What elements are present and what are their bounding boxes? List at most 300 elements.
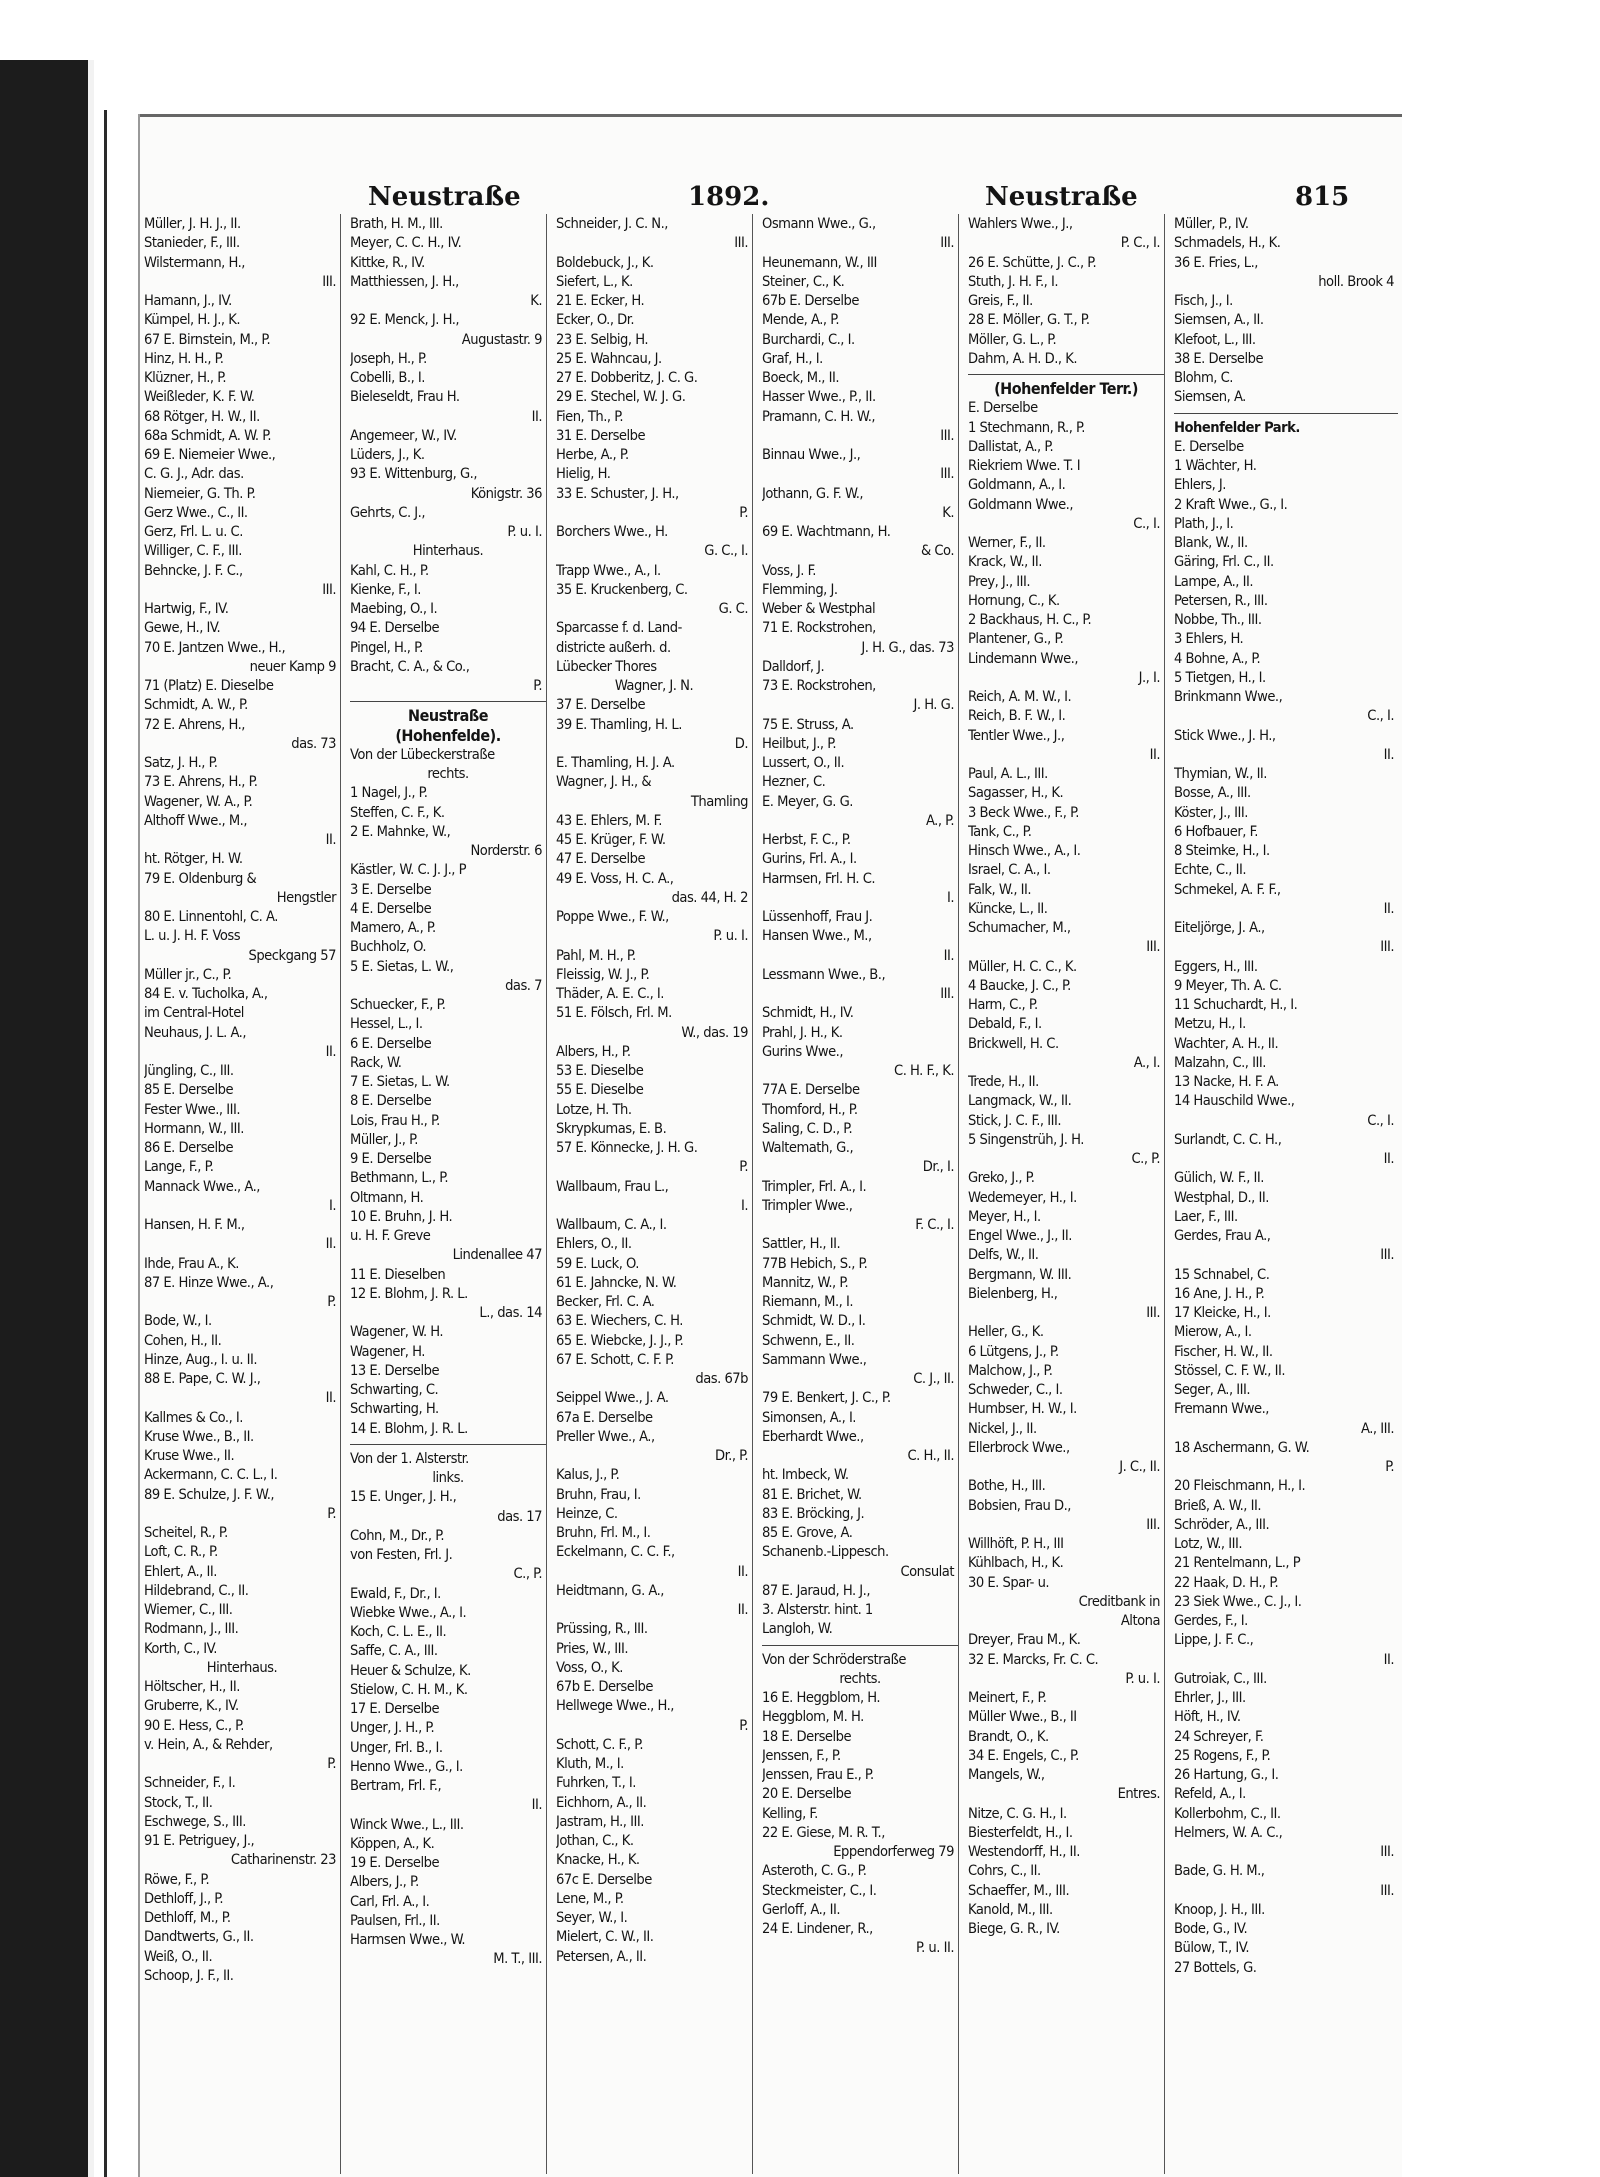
directory-entry: 73 E. Rockstrohen, [762,677,876,694]
directory-entry: Jastram, H., III. [556,1812,644,1830]
directory-entry: I. [740,1196,748,1214]
directory-entry: Petersen, A., II. [556,1947,647,1965]
directory-entry: Weber & Westphal [762,600,876,617]
directory-entry: C., P. [1131,1150,1160,1167]
directory-entry: Wallbaum, Frau L., [556,1177,669,1195]
directory-entry: 11 E. Dieselben [350,1265,446,1283]
directory-entry: Greis, F., II. [968,292,1033,309]
directory-entry: C., I. [1367,707,1394,725]
directory-entry: Stanieder, F., III. [144,234,240,252]
directory-entry: 79 E. Benkert, J. C., P. [762,1389,891,1407]
directory-entry: Hinze, Aug., I. u. II. [144,1350,258,1368]
directory-entry: Cobelli, B., I. [350,369,425,386]
directory-entry: 24 Schreyer, F. [1174,1727,1264,1745]
directory-entry: Pramann, C. H. W., [762,407,876,425]
directory-entry: 25 Rogens, F., P. [1174,1746,1271,1764]
directory-entry: 72 E. Ahrens, H., [144,715,245,733]
directory-entry: Graf, H., I. [762,349,823,367]
directory-entry: 69 E. Niemeier Wwe., [144,446,276,463]
directory-entry: Riekriem Wwe. T. I [968,457,1081,474]
directory-entry: Waltemath, G., [762,1139,854,1156]
directory-entry: C., I. [1367,1111,1394,1129]
directory-entry: Lindenallee 47 [452,1246,542,1264]
directory-entry: P. C., I. [1120,234,1160,252]
directory-entry: 9 Meyer, Th. A. C. [1174,976,1282,994]
section-heading: Hohenfelder Park. [1174,413,1398,437]
directory-entry: 9 E. Derselbe [350,1150,432,1167]
directory-entry: 89 E. Schulze, J. F. W., [144,1485,275,1503]
directory-entry: Lüssenhoff, Frau J. [762,908,873,925]
directory-entry: W., das. 19 [681,1023,748,1041]
directory-entry: Henno Wwe., G., I. [350,1757,463,1775]
directory-entry: Seyer, W., I. [556,1909,628,1926]
directory-entry: Müller Wwe., B., II [968,1708,1077,1726]
directory-entry: Steiner, C., K. [762,272,845,290]
directory-entry: Brinkmann Wwe., [1174,688,1283,705]
directory-entry: Gerdes, F., I. [1174,1612,1248,1629]
directory-entry: Pahl, M. H., P. [556,946,636,964]
column-5 [964,214,1165,2174]
directory-entry: II. [1383,745,1394,763]
directory-entry: Mende, A., P. [762,311,840,329]
directory-entry: 23 Siek Wwe., C. J., I. [1174,1592,1302,1610]
directory-entry: Von der 1. Alsterstr. [350,1444,546,1468]
directory-entry: Heinze, C. [556,1504,618,1522]
directory-entry: Meyer, C. C. H., IV. [350,234,462,252]
directory-entry: Heggblom, M. H. [762,1708,864,1726]
directory-entry: K. [530,292,542,309]
directory-entry: Hansen Wwe., M., [762,927,872,945]
directory-entry: Riemann, M., I. [762,1293,854,1310]
directory-entry: A., III. [1360,1419,1394,1437]
directory-entry: Gerloff, A., II. [762,1900,841,1918]
directory-entry: III. [734,234,748,252]
directory-entry: Boeck, M., II. [762,369,840,386]
directory-entry: das. 67b [695,1370,748,1387]
directory-entry: K. [942,503,954,521]
directory-entry: Norderstr. 6 [470,842,542,859]
directory-entry: Creditbank in [1078,1592,1160,1610]
directory-entry: Lotz, W., III. [1174,1535,1243,1552]
directory-entry: 8 E. Derselbe [350,1092,432,1110]
directory-entry: Korth, C., IV. [144,1639,217,1657]
directory-entry: Humbser, H. W., I. [968,1400,1077,1418]
directory-entry: Bade, G. H. M., [1174,1862,1265,1880]
directory-entry: II. [531,407,542,425]
directory-entry: 36 E. Fries, L., [1174,253,1258,271]
directory-entry: 87 E. Hinze Wwe., A., [144,1273,274,1291]
directory-entry: Bothe, H., III. [968,1477,1046,1495]
directory-entry: rechts. [839,1669,881,1687]
directory-entry: Malzahn, C., III. [1174,1053,1266,1071]
directory-entry: P. [327,1293,336,1310]
directory-entry: Israel, C. A., I. [968,861,1051,879]
directory-entry: Ihde, Frau A., K. [144,1254,239,1272]
previous-page-edge [104,110,107,2177]
section-heading: (Hohenfelder Terr.) [968,374,1164,398]
directory-entry: 45 E. Krüger, F. W. [556,831,666,848]
directory-entry: Schoop, J. F., II. [144,1966,234,1984]
directory-entry: Prahl, J. H., K. [762,1023,843,1041]
directory-entry: 6 Hofbauer, F. [1174,822,1258,840]
directory-entry: Albers, J., P. [350,1873,419,1891]
directory-entry: Seippel Wwe., J. A. [556,1389,669,1407]
directory-entry: A., I. [1133,1053,1160,1071]
directory-entry: 79 E. Oldenburg & [144,869,257,887]
directory-entry: Mierow, A., I. [1174,1323,1252,1341]
directory-entry: Prüssing, R., III. [556,1620,648,1638]
directory-entry: 29 E. Stechel, W. J. G. [556,388,686,406]
directory-entry: Sparcasse f. d. Land- [556,619,682,637]
directory-entry: Kienke, F., I. [350,580,421,598]
directory-entry: 39 E. Thamling, H. L. [556,715,682,733]
directory-entry: Saling, C. D., P. [762,1119,853,1137]
directory-entry: Von der Schröderstraße [762,1645,958,1669]
directory-entry: Ackermann, C. C. L., I. [144,1466,278,1484]
directory-entry: Schott, C. F., P. [556,1735,644,1753]
directory-entry: Mannack Wwe., A., [144,1177,260,1195]
directory-entry: Wagener, H. [350,1342,425,1360]
directory-entry: 92 E. Menck, J. H., [350,311,460,329]
directory-entry: Brandt, O., K. [968,1727,1049,1745]
directory-entry: Trapp Wwe., A., I. [556,561,661,579]
directory-entry: 61 E. Jahncke, N. W. [556,1273,677,1291]
directory-entry: Gülich, W. F., II. [1174,1169,1264,1187]
directory-entry: Werner, F., II. [968,534,1046,551]
directory-entry: Jothann, G. F. W., [762,484,864,502]
directory-entry: Schmidt, A. W., P. [144,696,248,714]
directory-entry: III. [1146,1515,1160,1533]
directory-entry: III. [940,985,954,1002]
scan-dark-edge [0,60,88,2177]
directory-entry: Von der Lübeckerstraße [350,745,495,763]
directory-entry: Ecker, O., Dr. [556,311,634,329]
directory-entry: Niemeier, G. Th. P. [144,484,256,502]
directory-columns [140,214,1402,2174]
directory-entry: Poppe Wwe., F. W., [556,908,669,925]
page-number: 815 [1295,182,1350,212]
directory-entry: Gerz, Frl. L. u. C. [144,523,243,540]
directory-entry: 3. Alsterstr. hint. 1 [762,1601,873,1618]
directory-entry: Müller, H. C. C., K. [968,957,1077,975]
directory-entry: C. H., II. [907,1447,954,1464]
directory-entry: Hamann, J., IV. [144,292,232,309]
directory-entry: 13 E. Derselbe [350,1361,440,1379]
directory-entry: Hinterhaus. [412,542,484,560]
directory-entry: II. [325,1235,336,1253]
directory-entry: Schweder, C., I. [968,1381,1063,1398]
directory-entry: 16 Ane, J. H., P. [1174,1284,1265,1302]
directory-entry: Gehrts, C. J., [350,503,426,521]
directory-entry: Trede, H., II. [968,1073,1039,1090]
directory-entry: Lübecker Thores [556,657,657,675]
directory-entry: D. [734,734,748,752]
directory-entry: 32 E. Marcks, Fr. C. C. [968,1650,1099,1668]
directory-entry: II. [737,1601,748,1618]
directory-entry: Mangels, W., [968,1766,1045,1783]
directory-entry: 83 E. Bröcking, J. [762,1504,865,1522]
directory-entry: 63 E. Wiechers, C. H. [556,1312,683,1330]
directory-entry: Surlandt, C. C. H., [1174,1130,1282,1148]
directory-entry: 31 E. Derselbe [556,426,646,444]
directory-entry: P. u. I. [713,927,748,945]
directory-entry: Königstr. 36 [470,484,542,502]
directory-entry: Bosse, A., III. [1174,784,1251,802]
directory-entry: Fremann Wwe., [1174,1400,1269,1418]
directory-entry: Gäring, Frl. C., II. [1174,553,1274,571]
directory-entry: P. u. I. [507,523,542,540]
directory-entry: 4 E. Derselbe [350,899,432,917]
directory-entry: 2 Backhaus, H. C., P. [968,611,1092,628]
directory-entry: Fleissig, W. J., P. [556,965,650,983]
directory-entry: 1 Stechmann, R., P. [968,418,1085,436]
directory-entry: 68 Rötger, H. W., II. [144,407,260,425]
directory-entry: rechts. [427,765,469,782]
directory-entry: Wallbaum, C. A., I. [556,1216,667,1233]
directory-entry: M. T., III. [493,1950,542,1968]
directory-entry: 16 E. Heggblom, H. [762,1689,881,1706]
directory-entry: Dalldorf, J. [762,657,825,675]
directory-entry: 10 E. Bruhn, J. H. [350,1207,453,1225]
directory-entry: Kahl, C. H., P. [350,561,429,579]
directory-entry: Koch, C. L. E., II. [350,1623,447,1640]
directory-entry: I. [946,888,954,906]
directory-entry: Ehrler, J., III. [1174,1689,1246,1706]
directory-entry: P. [739,1716,748,1734]
directory-entry: Nickel, J., II. [968,1419,1037,1437]
directory-entry: Heidtmann, G. A., [556,1581,664,1599]
directory-entry: 30 E. Spar- u. [968,1573,1050,1591]
directory-entry: III. [940,465,954,483]
directory-entry: J. H. G. [913,696,954,714]
directory-entry: 4 Bohne, A., P. [1174,649,1261,667]
directory-entry: Köppen, A., K. [350,1834,435,1852]
directory-entry: 67b E. Derselbe [762,292,859,309]
directory-entry: Consulat [900,1562,954,1580]
directory-entry: Lois, Frau H., P. [350,1111,440,1129]
directory-entry: Trimpler, Frl. A., I. [762,1177,867,1195]
directory-entry: Kluth, M., I. [556,1755,624,1772]
directory-entry: Bracht, C. A., & Co., [350,657,470,675]
column-1 [140,214,341,2174]
directory-entry: 28 E. Möller, G. T., P. [968,311,1090,329]
directory-entry: Wedemeyer, H., I. [968,1188,1077,1206]
directory-entry: 77A E. Derselbe [762,1081,860,1099]
directory-entry: Simonsen, A., I. [762,1408,856,1426]
directory-entry: Ehlers, J. [1174,476,1226,494]
directory-entry: Klüzner, H., P. [144,369,227,386]
directory-entry: E. Derselbe [1174,437,1244,455]
directory-entry: Eggers, H., III. [1174,957,1258,975]
directory-entry: Westphal, D., II. [1174,1188,1269,1206]
directory-entry: Tank, C., P. [968,822,1032,840]
directory-entry: II. [1383,899,1394,917]
directory-entry: III. [1380,1881,1394,1899]
directory-entry: Heilbut, J., P. [762,734,837,752]
directory-entry: Schaeffer, M., III. [968,1881,1070,1899]
directory-entry: 7 E. Sietas, L. W. [350,1073,450,1090]
directory-entry: Osmann Wwe., G., [762,215,876,232]
directory-entry: Jenssen, Frau E., P. [762,1766,874,1783]
directory-entry: 73 E. Ahrens, H., P. [144,773,258,791]
directory-entry: Dethloff, J., P. [144,1889,224,1907]
directory-entry: Hinsch Wwe., A., I. [968,842,1081,859]
directory-entry: Malchow, J., P. [968,1361,1053,1379]
directory-entry: 20 E. Derselbe [762,1785,852,1803]
directory-entry: Willhöft, P. H., III [968,1535,1064,1552]
directory-entry: 17 E. Derselbe [350,1700,440,1717]
directory-entry: Neuhaus, J. L. A., [144,1023,247,1041]
directory-entry: Hormann, W., III. [144,1119,244,1137]
directory-entry: F. C., I. [915,1216,954,1233]
directory-entry: Herbst, F. C., P. [762,831,851,848]
directory-entry: 26 Hartung, G., I. [1174,1766,1279,1783]
directory-entry: Müller, J. H. J., II. [144,215,241,232]
directory-entry: 47 E. Derselbe [556,850,646,868]
directory-entry: ht. Imbeck, W. [762,1466,849,1484]
directory-entry: P. u. I. [1125,1669,1160,1687]
directory-entry: Wiemer, C., III. [144,1601,233,1618]
page-top-border [140,114,1402,117]
directory-entry: Hasser Wwe., P., II. [762,388,876,406]
directory-entry: Buchholz, O. [350,938,427,956]
running-head-left: Neustraße [368,182,521,212]
directory-entry: Fuhrken, T., I. [556,1774,636,1792]
directory-entry: das. 73 [291,734,336,752]
directory-entry: P. [1385,1458,1394,1475]
directory-entry: 75 E. Struss, A. [762,715,854,733]
directory-entry: Schmekel, A. F. F., [1174,880,1281,898]
directory-entry: I. [328,1196,336,1214]
directory-entry: 4 Baucke, J. C., P. [968,976,1071,994]
directory-entry: 77B Hebich, S., P. [762,1254,868,1272]
directory-entry: III. [940,426,954,444]
directory-entry: Höft, H., IV. [1174,1708,1241,1726]
directory-entry: 80 E. Linnentohl, C. A. [144,908,278,925]
directory-entry: Kruse Wwe., II. [144,1447,235,1464]
directory-entry: Lene, M., P. [556,1889,624,1907]
directory-entry: Lange, F., P. [144,1158,214,1176]
directory-entry: Behncke, J. F. C., [144,561,243,579]
directory-entry: Metzu, H., I. [1174,1015,1246,1033]
directory-entry: Bülow, T., IV. [1174,1939,1250,1957]
directory-entry: Hinz, H. H., P. [144,349,224,367]
directory-entry: 71 E. Rockstrohen, [762,619,876,637]
directory-entry: C., P. [513,1565,542,1583]
directory-entry: 13 Nacke, H. F. A. [1174,1073,1279,1090]
directory-entry: Bode, G., IV. [1174,1920,1248,1937]
directory-entry: Stuth, J. H. F., I. [968,272,1059,290]
directory-entry: 67 E. Schott, C. F. P. [556,1350,674,1368]
directory-entry: Schmidt, H., IV. [762,1004,854,1022]
directory-entry: Ehlert, A., II. [144,1562,217,1580]
directory-entry: Plath, J., I. [1174,514,1234,532]
directory-entry: Höltscher, H., II. [144,1678,240,1695]
directory-entry: Hengstler [276,888,336,906]
directory-entry: Stick Wwe., J. H., [1174,726,1276,744]
directory-entry: 5 Tietgen, H., I. [1174,668,1266,686]
directory-entry: Hartwig, F., IV. [144,600,229,617]
directory-entry: 67c E. Derselbe [556,1870,652,1888]
directory-entry: Skrypkumas, E. B. [556,1119,667,1137]
directory-entry: Hansen, H. F. M., [144,1216,245,1233]
directory-entry: Wagner, J. H., & [556,773,652,791]
directory-entry: Lindemann Wwe., [968,649,1078,667]
directory-entry: 94 E. Derselbe [350,619,440,637]
directory-entry: L., das. 14 [479,1304,542,1321]
directory-entry: Bruhn, Frl. M., I. [556,1524,651,1541]
directory-entry: 25 E. Wahncau, J. [556,349,662,367]
directory-entry: Sammann Wwe., [762,1350,867,1368]
directory-entry: 12 E. Blohm, J. R. L. [350,1284,468,1302]
directory-entry: Pries, W., III. [556,1639,629,1657]
directory-entry: 67a E. Derselbe [556,1408,653,1426]
directory-entry: Kanold, M., III. [968,1900,1053,1918]
directory-entry: Wagener, W. A., P. [144,792,253,810]
directory-entry: Fester Wwe., III. [144,1100,241,1118]
directory-entry: Gurins, Frl. A., I. [762,850,857,868]
directory-entry: Debald, F., I. [968,1015,1042,1033]
directory-entry: Müller, P., IV. [1174,215,1249,232]
directory-entry: Albers, H., P. [556,1042,631,1060]
directory-entry: 81 E. Brichet, W. [762,1485,862,1503]
directory-entry: Seger, A., III. [1174,1381,1251,1398]
directory-entry: 21 E. Ecker, H. [556,292,645,309]
directory-entry: 85 E. Derselbe [144,1081,234,1099]
directory-entry: Rack, W. [350,1053,402,1071]
directory-entry: Reich, B. F. W., I. [968,707,1066,725]
directory-entry: Gruberre, K., IV. [144,1697,239,1715]
directory-entry: Stielow, C. H. M., K. [350,1680,468,1698]
directory-entry: 86 E. Derselbe [144,1139,234,1156]
directory-entry: Herbe, A., P. [556,446,629,463]
directory-entry: Wagner, J. N. [614,677,694,694]
directory-entry: Jenssen, F., P. [762,1746,841,1764]
directory-entry: Bielenberg, H., [968,1284,1058,1302]
directory-entry: Trimpler Wwe., [762,1196,853,1214]
directory-entry: III. [1380,1246,1394,1264]
directory-entry: Schneider, F., I. [144,1774,236,1792]
directory-entry: 33 E. Schuster, J. H., [556,484,679,502]
directory-entry: 19 E. Derselbe [350,1854,440,1871]
directory-entry: J., I. [1138,668,1160,686]
directory-entry: Satz, J. H., P. [144,754,218,771]
directory-entry: Kümpel, H. J., K. [144,311,241,329]
directory-entry: das. 17 [497,1507,542,1525]
directory-entry: 90 E. Hess, C., P. [144,1716,244,1734]
directory-entry: Harmsen, Frl. H. C. [762,869,876,887]
directory-entry: Knacke, H., K. [556,1851,640,1869]
directory-entry: neuer Kamp 9 [249,657,336,675]
directory-entry: 1 Wächter, H. [1174,457,1257,474]
directory-entry: Wilstermann, H., [144,253,245,271]
directory-entry: Ewald, F., Dr., I. [350,1584,441,1602]
directory-entry: Lessmann Wwe., B., [762,965,886,983]
directory-entry: Knoop, J. H., III. [1174,1900,1265,1918]
directory-entry: P. [533,677,542,694]
directory-entry: Jothan, C., K. [556,1832,634,1849]
directory-entry: Köster, J., III. [1174,803,1248,821]
directory-entry: 14 E. Blohm, J. R. L. [350,1419,468,1437]
directory-entry: Hezner, C. [762,773,826,791]
directory-entry: Mielert, C. W., II. [556,1928,654,1946]
directory-entry: 51 E. Fölsch, Frl. M. [556,1004,672,1022]
directory-entry: Refeld, A., I. [1174,1785,1246,1803]
directory-entry: Kalus, J., P. [556,1466,620,1484]
directory-entry: A., P. [925,811,954,829]
directory-entry: Voss, J. F. [762,561,816,579]
directory-entry: 8 Steimke, H., I. [1174,842,1270,859]
